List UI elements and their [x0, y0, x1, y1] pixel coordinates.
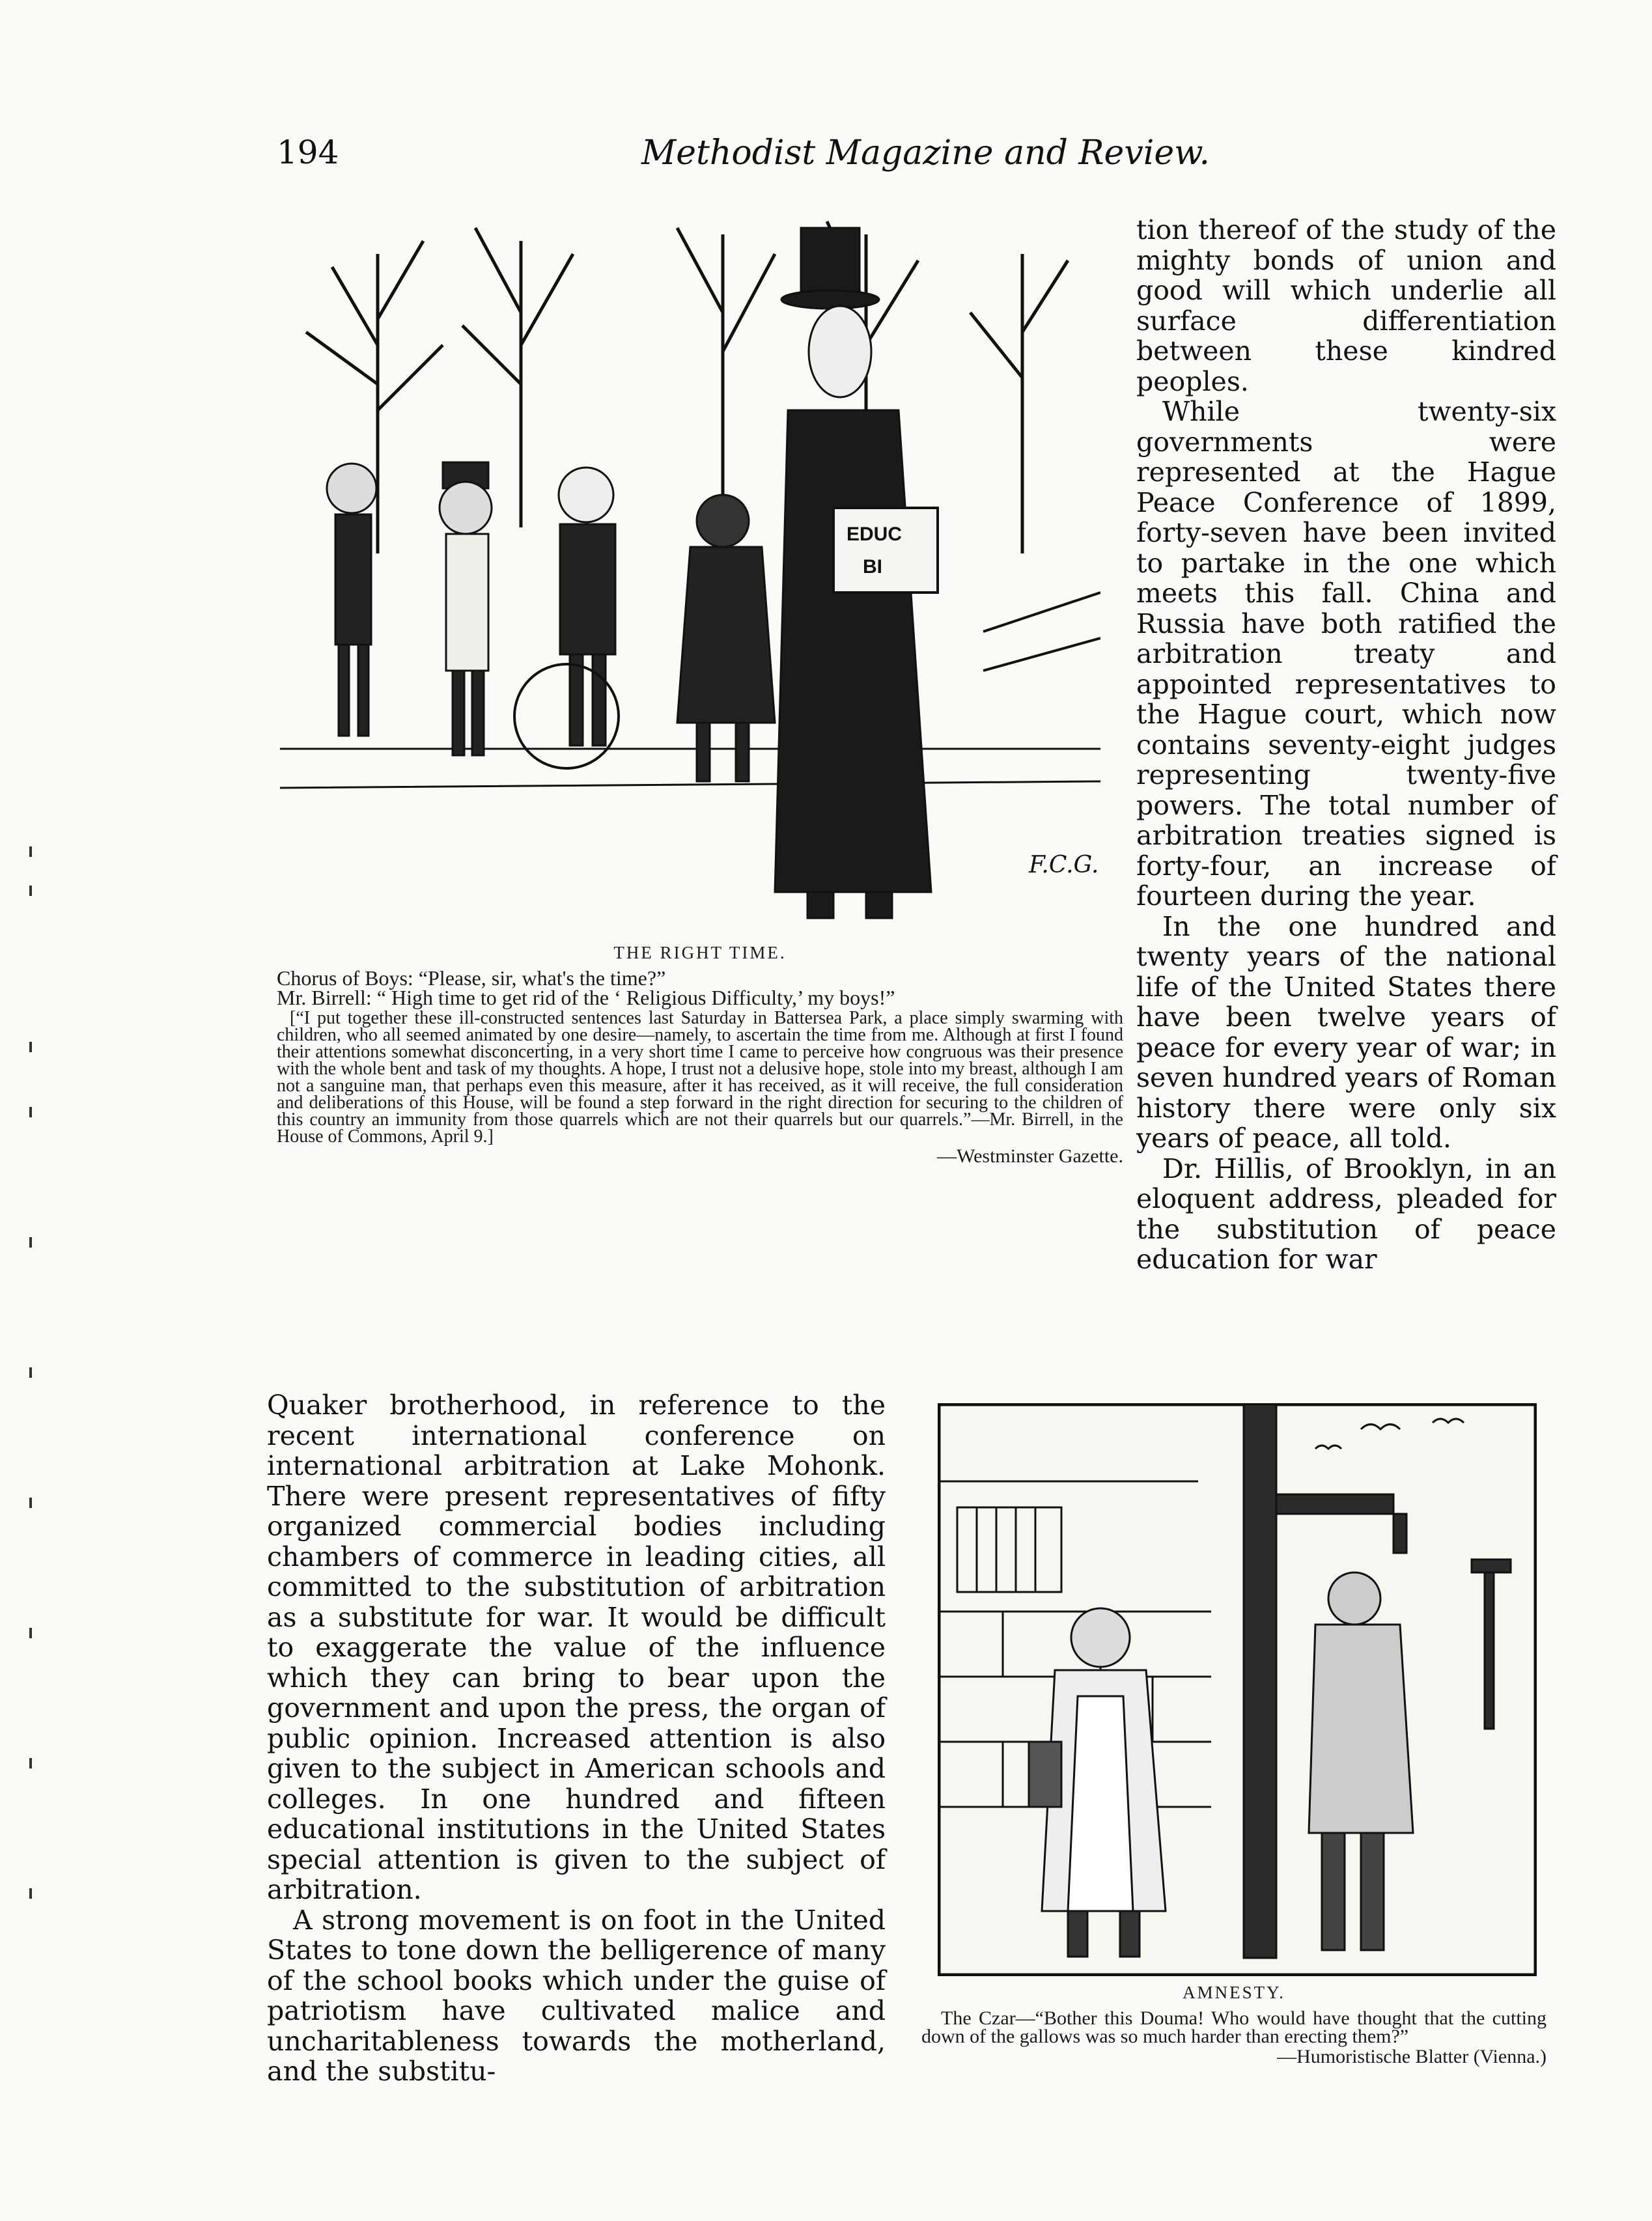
figure2-caption-text: The Czar—“Bother this Douma! Who would have thought that the cutting down of the gallows was so much harder than erecting them?” — [921, 2007, 1547, 2047]
right-column-text — [1136, 215, 1556, 1275]
figure2-attribution: —Humoristische Blatter (Vienna.) — [1277, 2046, 1547, 2067]
margin-mark — [29, 886, 32, 896]
left-col-paragraph-2: A strong movement is on foot in the United States to tone down the belligerence of many of the school books which under the guise of patriotism have cultivated malice and uncharitableness towards the motherland, and the substitu- — [267, 1904, 886, 2087]
figure2-title: AMNESTY. — [1183, 1983, 1285, 2002]
margin-mark — [29, 846, 32, 857]
cartoonist-signature: F.C.G. — [1029, 852, 1099, 878]
left-col-paragraph-1: Quaker brotherhood, in reference to the recent international conference on international arbitration at Lake Mohonk. There were present representatives of fifty organized commercial bodies including chambers of commerce in leading cities, all committed to the substitution of arbitration as a substitute for war. It would be difficult to exaggerate the value of the influence which they can bring to bear upon the government and upon the press, the organ of public opinion. Increased attention is also given to the subject in American schools and colleges. In one hundred and fifteen educational institutions in the United States special attention is given to the subject of arbitration. — [267, 1390, 886, 1905]
right-col-paragraph-2: While twenty-six governments were represented at the Hague Peace Conference of 1899, forty-seven have been invited to partake in the one which meets this fall. China and Russia have both ratified the arbitration treaty and appointed representatives to the Hague court, which now contains seventy-eight judges representing twenty-five powers. The total number of arbitration treaties signed is forty-four, an increase of fourteen during the year. — [1136, 396, 1556, 912]
page-number: 194 — [277, 133, 339, 171]
margin-mark — [29, 1888, 32, 1899]
figure1-caption-line-1: Chorus of Boys: “Please, sir, what's the time?” — [277, 966, 666, 990]
journal-title: Methodist Magazine and Review. — [641, 133, 1210, 173]
figure1-caption — [277, 943, 1123, 1167]
margin-mark — [29, 1367, 32, 1378]
figure1-title: THE RIGHT TIME. — [613, 943, 787, 962]
margin-mark — [29, 1042, 32, 1052]
cartoon-amnesty — [938, 1403, 1537, 1976]
svg-text:BI: BI — [863, 556, 882, 578]
svg-text:EDUC: EDUC — [847, 524, 903, 545]
right-col-paragraph-1: tion thereof of the study of the mighty bonds of union and good will which underlie all surface differentiation between these kindred peoples. — [1136, 214, 1556, 397]
cartoon-the-right-time — [280, 215, 1100, 931]
right-col-paragraph-4: Dr. Hillis, of Brooklyn, in an eloquent address, pleaded for the substitution of peace education for war — [1136, 1152, 1556, 1275]
margin-mark — [29, 1628, 32, 1638]
margin-mark — [29, 1758, 32, 1768]
left-column-text — [267, 1390, 886, 2087]
figure1-caption-line-2: Mr. Birrell: “ High time to get rid of the ‘ Religious Difficulty,’ my boys!” — [277, 986, 895, 1009]
figure2-caption — [921, 1983, 1547, 2068]
margin-mark — [29, 1237, 32, 1248]
margin-mark — [29, 1498, 32, 1508]
figure1-attribution: —Westminster Gazette. — [937, 1145, 1123, 1167]
figure1-quote: [“I put together these ill-constructed sentences last Saturday in Battersea Park, a place simply swarming with children, who all seemed animated by one desire—namely, to ascertain the time from me. Although at first I found their attentions somewhat disconcerting, in a very short time I came to perceive how congruous was their presence with the whole bent and task of my thoughts. A hope, I trust not a delusive hope, stole into my breast, although I am not a sanguine man, that perhaps even this measure, after it has received, as it will receive, the full consideration and deliberations of this House, will be found a step forward in the right direction for securing to the children of this country an immunity from those quarrels which are not their quarrels but our quarrels.”—Mr. Birrell, in the House of Commons, April 9.] — [277, 1008, 1123, 1147]
margin-mark — [29, 1107, 32, 1117]
right-col-paragraph-3: In the one hundred and twenty years of the national life of the United States there have been twelve years of peace for every year of war; in seven hundred years of Roman history there were only six years of peace, all told. — [1136, 910, 1556, 1154]
